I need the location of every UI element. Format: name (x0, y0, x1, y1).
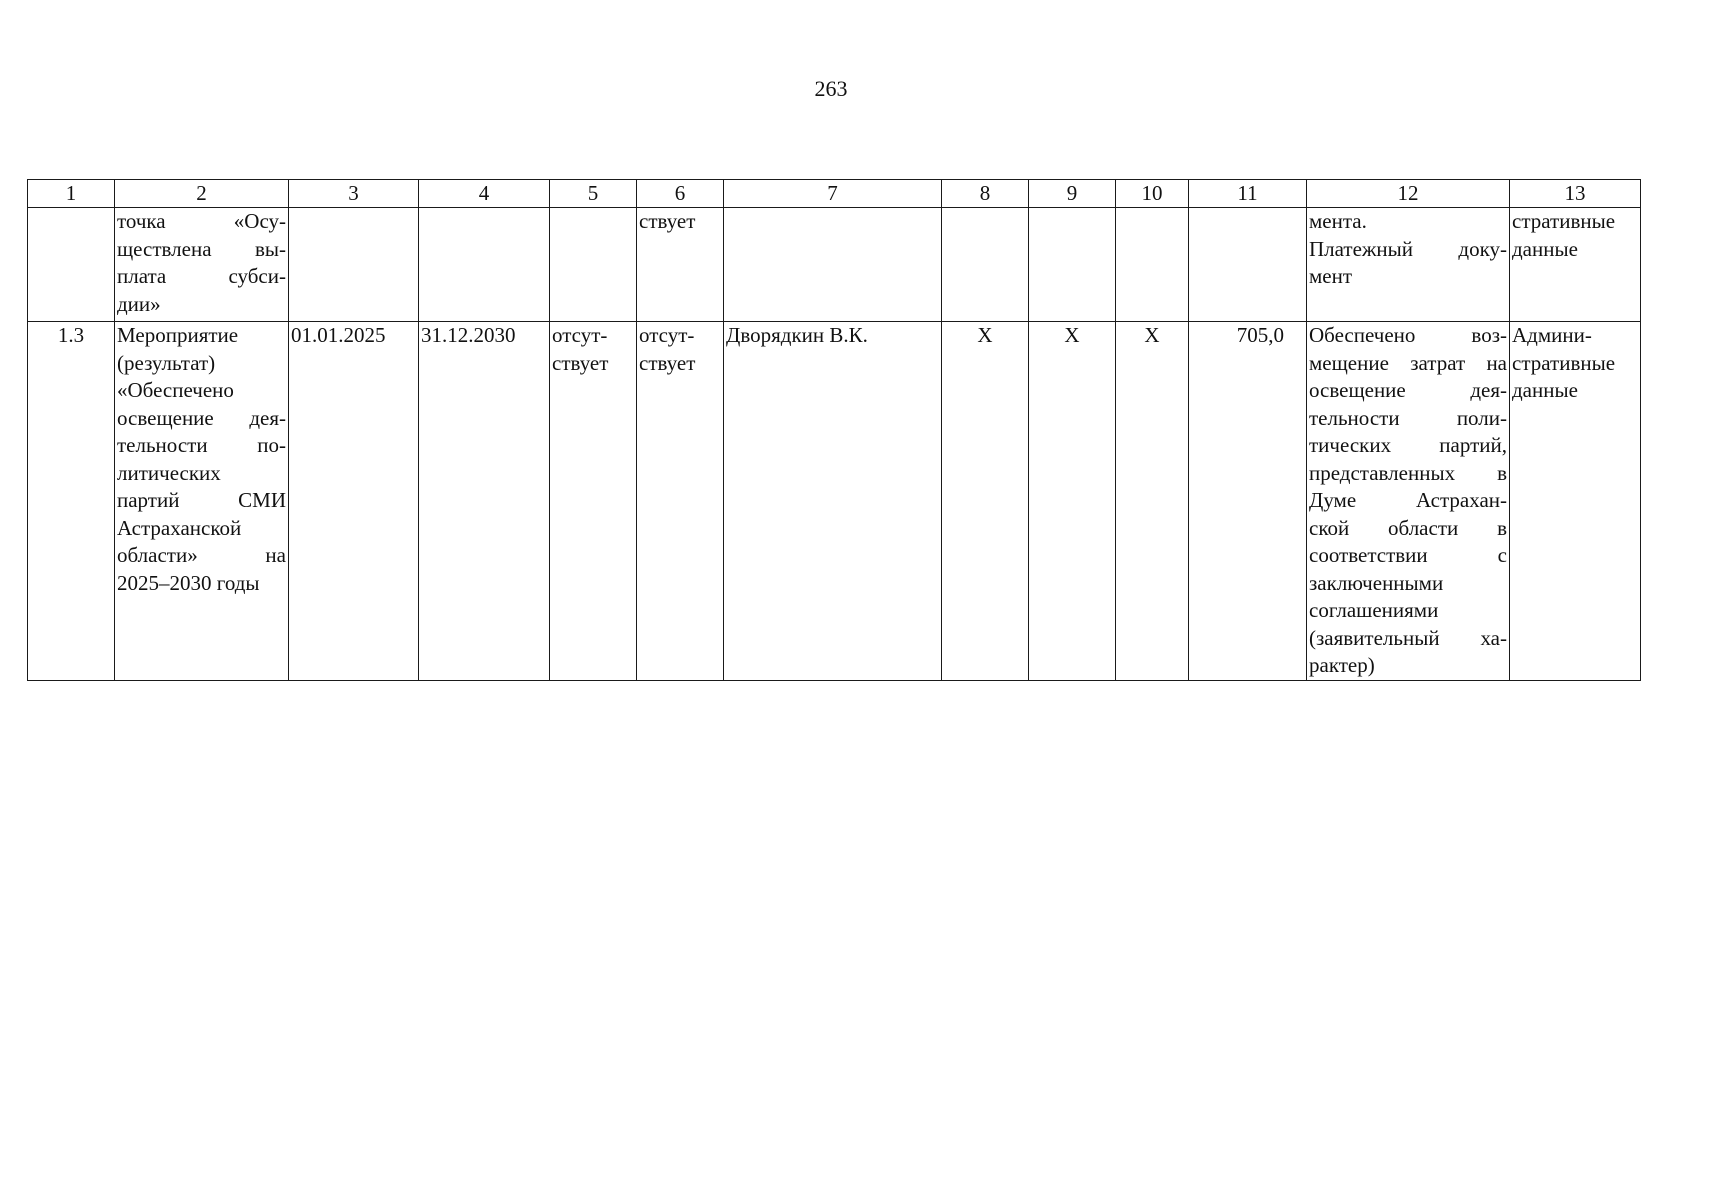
data-table (27, 179, 1641, 681)
cell-line: ществлена вы- (117, 236, 286, 261)
column-header: 6 (637, 180, 724, 208)
cell-end-date (419, 208, 550, 322)
cell-name (115, 208, 289, 322)
cell-line: Мероприятие (117, 323, 239, 347)
cell-responsible: Дворядкин В.К. (724, 322, 942, 681)
cell-line: (результат) (117, 350, 216, 375)
cell-line: 2025–2030 годы (117, 570, 260, 595)
page-number: 263 (814, 76, 848, 101)
cell-result (1307, 322, 1510, 681)
cell-line: литических (117, 460, 221, 485)
cell-line: представленных в (1309, 460, 1507, 485)
cell-col10 (1116, 208, 1189, 322)
cell-line: плата субси- (117, 264, 286, 288)
cell-line: партий СМИ (117, 488, 286, 512)
cell-line: Админи- (1512, 323, 1592, 347)
cell-line: рактер) (1309, 653, 1375, 677)
column-header: 8 (942, 180, 1029, 208)
cell-source (1510, 322, 1641, 681)
column-header: 1 (28, 180, 115, 208)
cell-line: отсут- (639, 323, 695, 347)
cell-line: освещение дея- (117, 405, 286, 430)
cell-line: Думе Астрахан- (1309, 488, 1507, 512)
cell-col5 (550, 322, 637, 681)
cell-col8: X (942, 322, 1029, 681)
cell-line: области» на (117, 543, 286, 567)
cell-col10: X (1116, 322, 1189, 681)
table-row-1-3 (28, 322, 1641, 681)
column-header: 5 (550, 180, 637, 208)
cell-name (115, 322, 289, 681)
cell-line: «Обеспечено (117, 378, 234, 402)
cell-line: дии» (117, 291, 161, 316)
cell-number: 1.3 (28, 322, 115, 681)
cell-col9 (1029, 208, 1116, 322)
column-header: 3 (289, 180, 419, 208)
cell-result (1307, 208, 1510, 322)
column-header: 4 (419, 180, 550, 208)
cell-amount: 705,0 (1189, 322, 1307, 681)
column-header: 7 (724, 180, 942, 208)
cell-line: тических партий, (1309, 433, 1507, 457)
cell-line: мента. (1309, 209, 1367, 233)
cell-line: данные (1512, 378, 1578, 402)
table-row-continuation (28, 208, 1641, 322)
cell-col6: ствует (637, 208, 724, 322)
column-header: 11 (1189, 180, 1307, 208)
cell-line: Платежный доку- (1309, 236, 1507, 261)
cell-line: соответствии с (1309, 543, 1507, 567)
header-row (28, 180, 1641, 208)
cell-col8 (942, 208, 1029, 322)
cell-line: тельности поли- (1309, 405, 1507, 430)
cell-end-date: 31.12.2030 (419, 322, 550, 681)
cell-number (28, 208, 115, 322)
column-header: 2 (115, 180, 289, 208)
cell-line: освещение дея- (1309, 378, 1507, 402)
cell-col6 (637, 322, 724, 681)
cell-amount (1189, 208, 1307, 322)
column-header: 12 (1307, 180, 1510, 208)
cell-line: заключенными (1309, 570, 1444, 595)
cell-line: мент (1309, 264, 1353, 288)
cell-line: стративные (1512, 209, 1616, 233)
cell-col9: X (1029, 322, 1116, 681)
cell-line: соглашениями (1309, 598, 1439, 622)
cell-line: мещение затрат на (1309, 350, 1507, 375)
cell-start-date: 01.01.2025 (289, 322, 419, 681)
cell-line: Обеспечено воз- (1309, 323, 1507, 347)
cell-line: ской области в (1309, 515, 1507, 540)
cell-source (1510, 208, 1641, 322)
cell-start-date (289, 208, 419, 322)
cell-line: Астраханской (117, 515, 242, 540)
cell-line: точка «Осу- (117, 209, 286, 233)
cell-line: данные (1512, 236, 1578, 261)
cell-line: тельности по- (117, 433, 286, 457)
cell-responsible (724, 208, 942, 322)
cell-line: ствует (639, 350, 696, 375)
column-header: 13 (1510, 180, 1641, 208)
cell-line: (заявительный ха- (1309, 625, 1507, 650)
cell-line: ствует (552, 350, 609, 375)
column-header: 9 (1029, 180, 1116, 208)
cell-line: отсут- (552, 323, 608, 347)
cell-col5 (550, 208, 637, 322)
column-header: 10 (1116, 180, 1189, 208)
cell-line: стративные (1512, 350, 1616, 375)
